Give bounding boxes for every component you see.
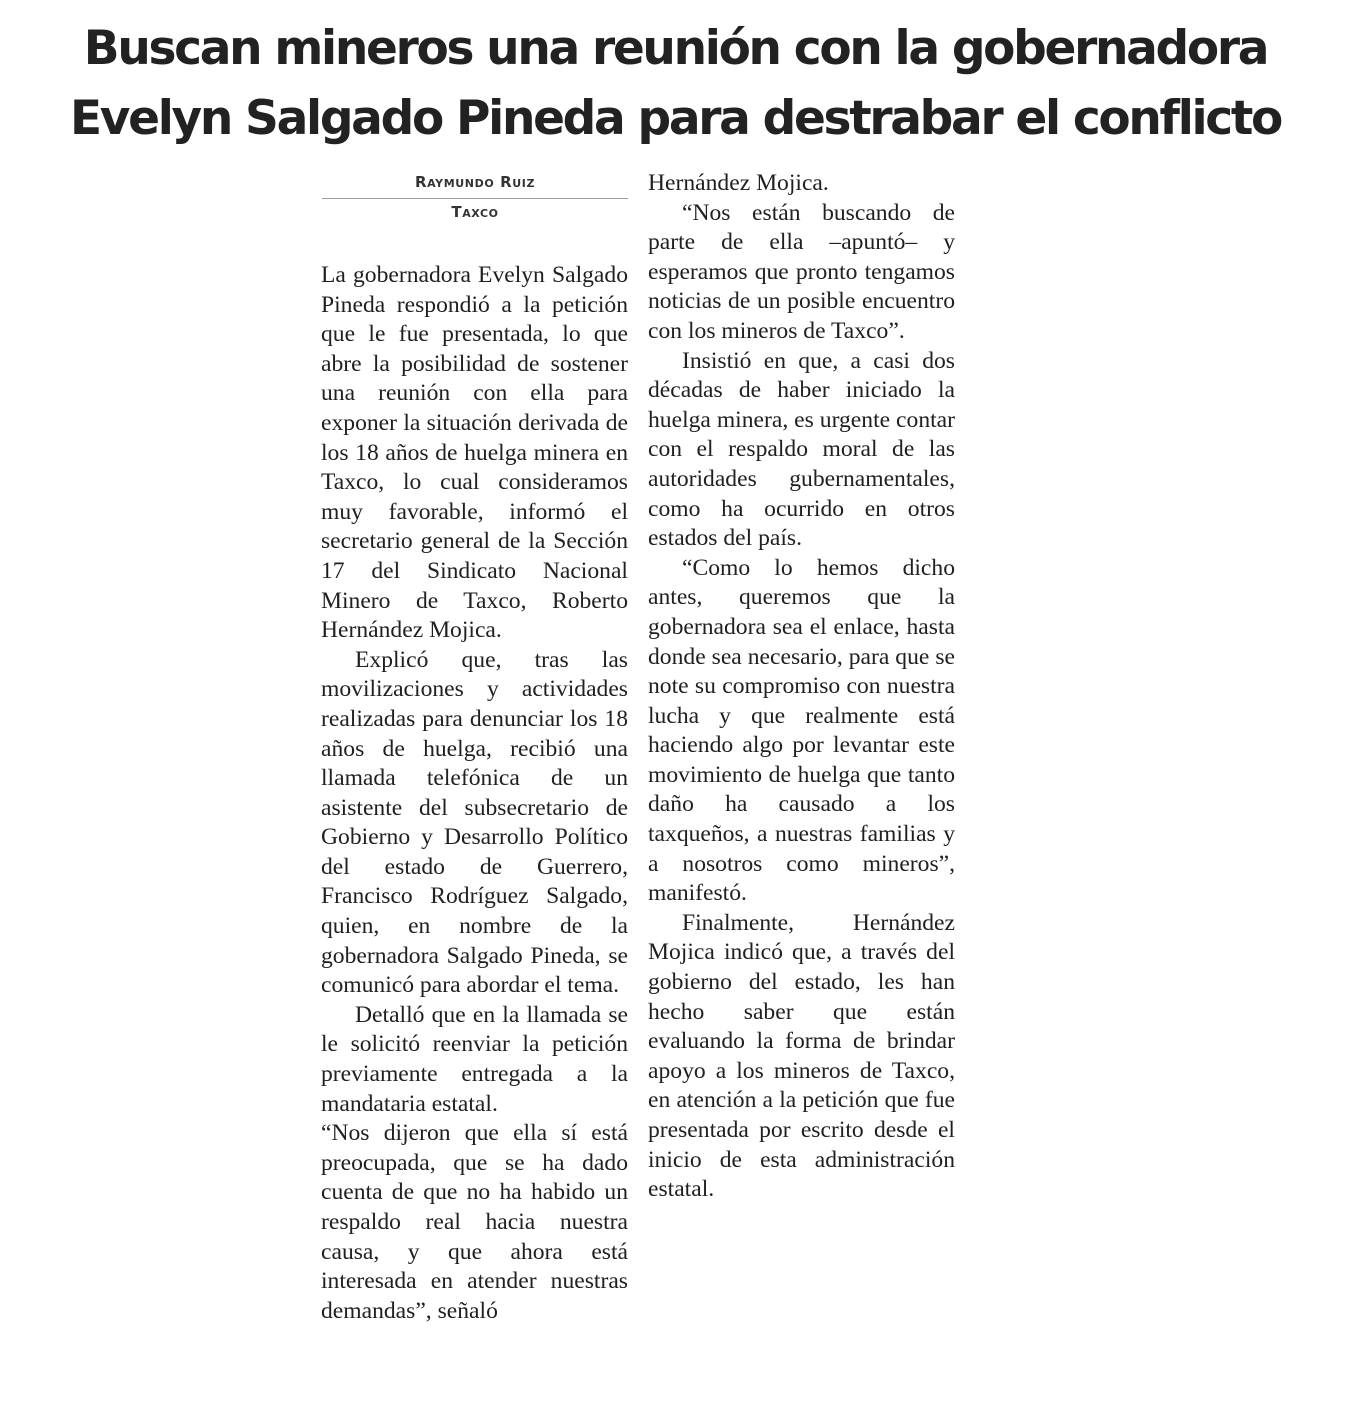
headline-line-1: Buscan mineros una reunión con la gobernadora bbox=[83, 21, 1268, 76]
article-column-2 bbox=[648, 169, 955, 1205]
article-headline bbox=[0, 14, 1351, 154]
paragraph: Finalmente, Hernández Mojica indicó que, a través del gobierno del estado, les han hecho saber que están evaluando la forma de brindar apoyo a los mineros de Taxco, en atención a la petición que fue presentada por escrito desde el inicio de esta administración estatal. bbox=[648, 909, 955, 1203]
paragraph: Hernández Mojica. bbox=[648, 170, 829, 196]
paragraph: “Nos están buscando de parte de ella –apuntó– y esperamos que pronto tengamos noticias de un posible encuentro con los mineros de Taxco”. bbox=[648, 199, 955, 344]
author-name: Raymundo Ruiz bbox=[322, 170, 628, 199]
paragraph: Explicó que, tras las movilizaciones y actividades realizadas para denunciar los 18 años de huelga, recibió una llamada telefónica de un asistente del subsecretario de Gobierno y Desarrollo Político del estado de Guerrero, Francisco Rodríguez Salgado, quien, en nombre de la gobernadora Salgado Pineda, se comunicó para abordar el tema. bbox=[321, 646, 628, 999]
paragraph: Insistió en que, a casi dos décadas de haber iniciado la huelga minera, es urgente contar con el respaldo moral de las autoridades gubernamentales, como ha ocurrido en otros estados del país. bbox=[648, 347, 955, 552]
byline bbox=[322, 170, 628, 225]
paragraph: La gobernadora Evelyn Salgado Pineda respondió a la petición que le fue presentada, lo que abre la posibilidad de sostener una reunión con ella para exponer la situación derivada de los 18 años de huelga minera en Taxco, lo cual consideramos muy favorable, informó el secretario general de la Sección 17 del Sindicato Nacional Minero de Taxco, Roberto Hernández Mojica. bbox=[321, 262, 628, 644]
article-column-1 bbox=[321, 261, 628, 1326]
paragraph: Detalló que en la llamada se le solicitó reenviar la petición previamente entregada a la mandataria estatal. bbox=[321, 1001, 628, 1117]
dateline-location: Taxco bbox=[451, 203, 499, 221]
headline-line-2: Evelyn Salgado Pineda para destrabar el conflicto bbox=[69, 91, 1282, 146]
paragraph: “Nos dijeron que ella sí está preocupada, que se ha dado cuenta de que no ha habido un respaldo real hacia nuestra causa, y que ahora está interesada en atender nuestras demandas”, señaló bbox=[321, 1120, 628, 1324]
paragraph: “Como lo hemos dicho antes, queremos que la gobernadora sea el enlace, hasta donde sea necesario, para que se note su compromiso con nuestra lucha y que realmente está haciendo algo por levantar este movimiento de huelga que tanto daño ha causado a los taxqueños, a nuestras familias y a nosotros como mineros”, manifestó. bbox=[648, 554, 955, 907]
